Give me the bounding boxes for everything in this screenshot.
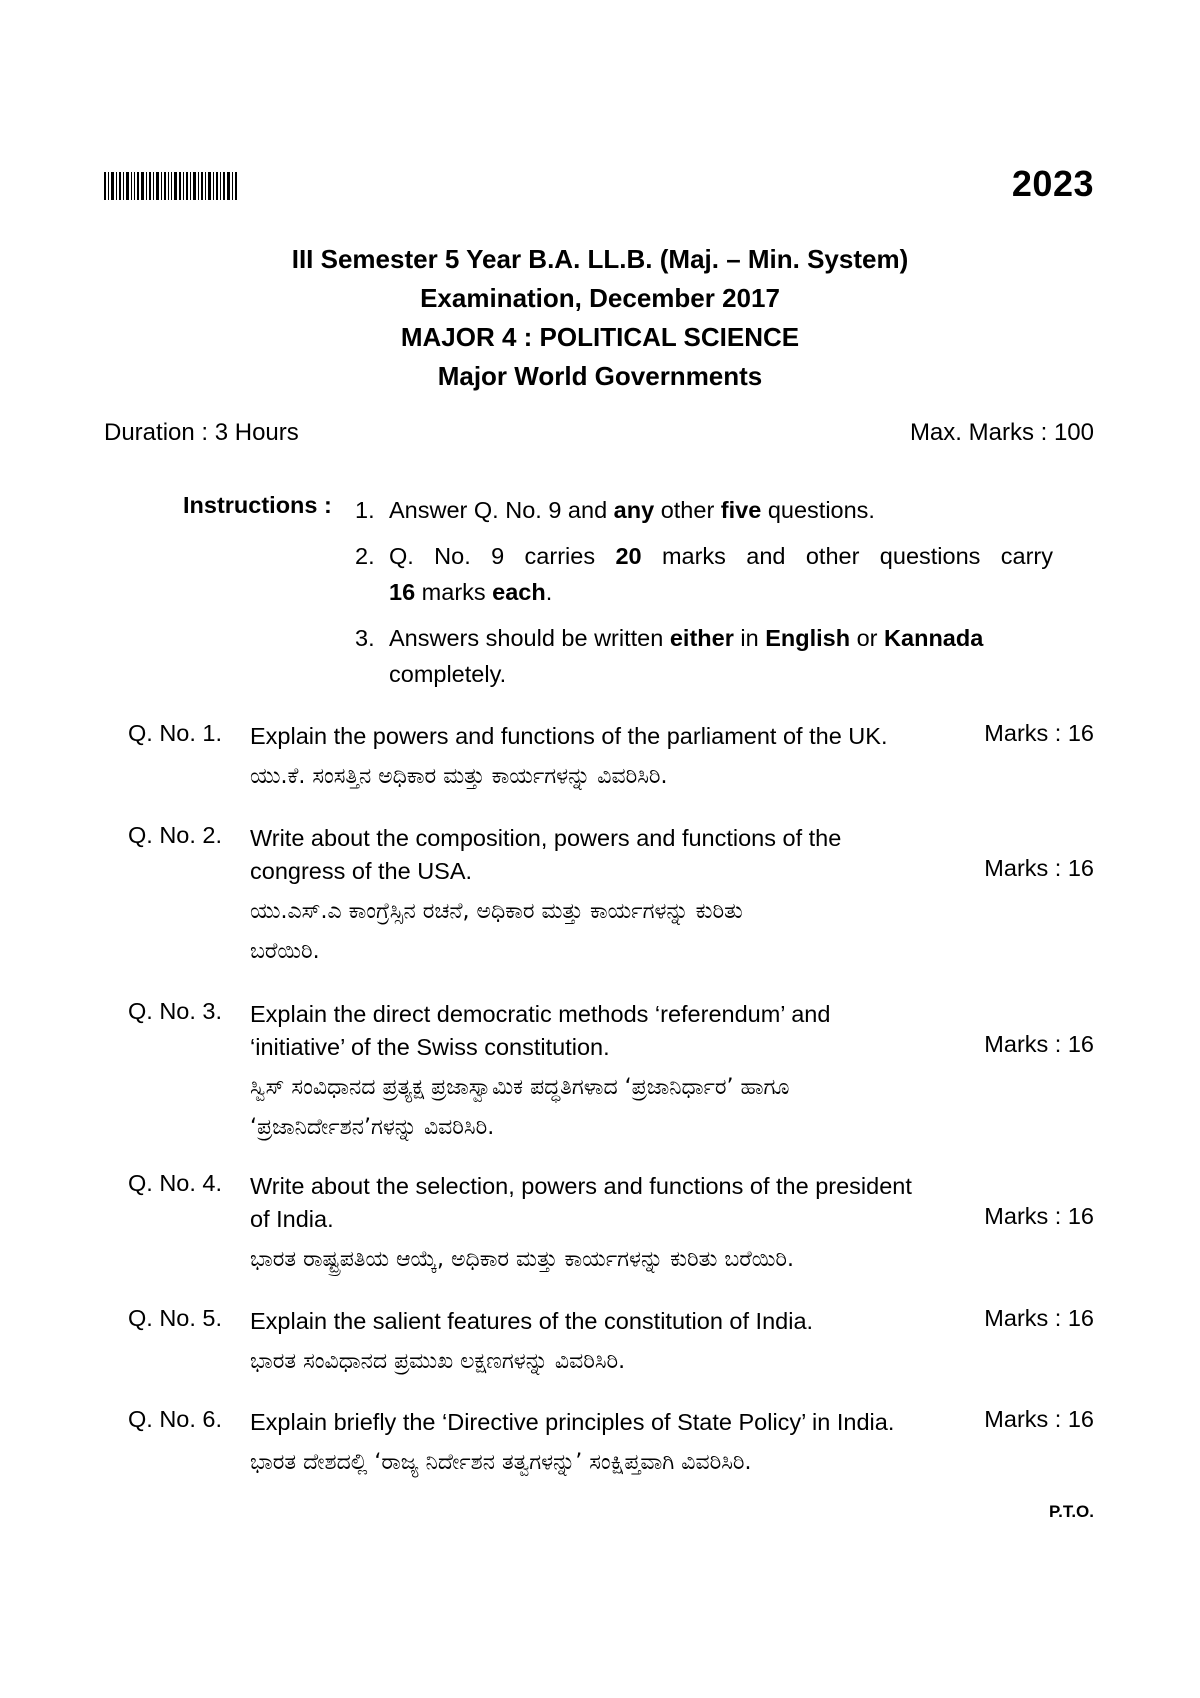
instruction-text-part: questions.: [761, 497, 875, 523]
max-marks: Max. Marks : 100: [909, 419, 1094, 446]
question-body: [250, 822, 980, 972]
question-number: Q. No. 3.: [128, 998, 223, 1024]
instruction-text-part: .: [545, 579, 553, 605]
instruction-text-part: Q. No. 9 carries: [389, 543, 616, 569]
question-text-kannada: ಭಾರತ ದೇಶದಲ್ಲಿ ‘ರಾಜ್ಯ ನಿರ್ದೇಶನ ತತ್ವಗಳನ್ನು’ ಸಂಕ್ಷಿಪ್ತವಾಗಿ ವಿವರಿಸಿರಿ.: [250, 1450, 752, 1475]
instruction-number: 2.: [355, 543, 375, 569]
instruction-item: [355, 538, 1053, 610]
question-number: Q. No. 6.: [128, 1406, 223, 1432]
question-marks: Marks : 16: [984, 1406, 1094, 1432]
page-turn-note: P.T.O.: [1048, 1502, 1094, 1521]
question-text: Explain the direct democratic methods ‘referendum’ and: [250, 1001, 831, 1027]
instruction-text-part: in: [733, 625, 766, 651]
question-marks: Marks : 16: [984, 720, 1094, 746]
question-text-kannada: ಯು.ಕೆ. ಸಂಸತ್ತಿನ ಅಧಿಕಾರ ಮತ್ತು ಕಾರ್ಯಗಳನ್ನು ವಿವರಿಸಿರಿ.: [250, 764, 668, 789]
question-number: Q. No. 5.: [128, 1305, 223, 1331]
paper-code: 2023: [1011, 163, 1094, 204]
instructions-label: Instructions :: [183, 492, 332, 518]
instruction-item: [355, 620, 1053, 692]
question-body: [250, 1305, 980, 1382]
question-number: Q. No. 4.: [128, 1170, 223, 1196]
instruction-text-line: [389, 538, 1053, 574]
question-marks: Marks : 16: [984, 855, 1094, 881]
instruction-text-part: marks: [415, 579, 493, 605]
instruction-text-part: Answers should be written: [389, 625, 670, 651]
question-body: [250, 1170, 980, 1280]
question-text: ‘initiative’ of the Swiss constitution.: [250, 1034, 610, 1060]
question-marks: Marks : 16: [984, 1031, 1094, 1057]
instructions-list: [355, 492, 1053, 702]
instruction-number: 1.: [355, 497, 375, 523]
instruction-emphasis: 20: [615, 543, 642, 569]
question-number: Q. No. 1.: [128, 720, 223, 746]
question-marks: Marks : 16: [984, 1203, 1094, 1229]
course-title: III Semester 5 Year B.A. LL.B. (Maj. – Min. System): [291, 244, 909, 274]
question-text-kannada: ಭಾರತ ಸಂವಿಧಾನದ ಪ್ರಮುಖ ಲಕ್ಷಣಗಳನ್ನು ವಿವರಿಸಿರಿ.: [250, 1349, 626, 1374]
instruction-text-line: completely.: [389, 661, 507, 687]
instruction-emphasis: either: [669, 625, 734, 651]
instruction-text-part: Answer Q. No. 9 and: [389, 497, 614, 523]
barcode: [104, 172, 244, 200]
question-text: Explain the powers and functions of the parliament of the UK.: [250, 723, 888, 749]
exam-title-block: [0, 240, 1200, 396]
instruction-text-part: other: [654, 497, 721, 523]
question-number: Q. No. 2.: [128, 822, 223, 848]
instruction-emphasis: any: [613, 497, 655, 523]
instruction-item: [355, 492, 1053, 528]
instruction-text: [389, 497, 875, 523]
question-marks: Marks : 16: [984, 1305, 1094, 1331]
instruction-text-line: [389, 579, 552, 605]
exam-meta: [104, 419, 1094, 447]
instruction-emphasis: each: [492, 579, 546, 605]
instruction-emphasis: five: [720, 497, 762, 523]
instruction-emphasis: Kannada: [884, 625, 984, 651]
instruction-emphasis: 16: [389, 579, 416, 605]
instruction-emphasis: English: [765, 625, 851, 651]
subject-title: MAJOR 4 : POLITICAL SCIENCE: [400, 322, 800, 352]
instruction-text-line: [389, 620, 1053, 656]
question-text: Write about the composition, powers and functions of the: [250, 825, 842, 851]
paper-title: Major World Governments: [437, 361, 763, 391]
question-text: congress of the USA.: [250, 858, 473, 884]
instruction-number: 3.: [355, 625, 375, 651]
question-text-kannada: ಯು.ಎಸ್.ಎ ಕಾಂಗ್ರೆಸ್ಸಿನ ರಚನೆ, ಅಧಿಕಾರ ಮತ್ತು ಕಾರ್ಯಗಳನ್ನು ಕುರಿತು: [250, 899, 743, 924]
question-body: [250, 1406, 980, 1483]
duration: Duration : 3 Hours: [104, 419, 299, 446]
question-text-kannada: ಸ್ವಿಸ್ ಸಂವಿಧಾನದ ಪ್ರತ್ಯಕ್ಷ ಪ್ರಜಾಸ್ವಾಮಿಕ ಪದ್ಧತಿಗಳಾದ ‘ಪ್ರಜಾನಿರ್ಧಾರ’ ಹಾಗೂ: [250, 1075, 790, 1100]
question-text: Explain the salient features of the constitution of India.: [250, 1308, 814, 1334]
instruction-text-part: or: [850, 625, 885, 651]
question-text: of India.: [250, 1206, 334, 1232]
question-text: Explain briefly the ‘Directive principles of State Policy’ in India.: [250, 1409, 895, 1435]
question-text-kannada: ಭಾರತ ರಾಷ್ಟ್ರಪತಿಯ ಆಯ್ಕೆ, ಅಧಿಕಾರ ಮತ್ತು ಕಾರ್ಯಗಳನ್ನು ಕುರಿತು ಬರೆಯಿರಿ.: [250, 1247, 794, 1272]
question-body: [250, 998, 980, 1148]
question-text-kannada: ಬರೆಯಿರಿ.: [250, 939, 320, 964]
question-text: Write about the selection, powers and functions of the president: [250, 1173, 912, 1199]
instruction-text-part: marks and other questions carry: [641, 543, 1053, 569]
question-text-kannada: ‘ಪ್ರಜಾನಿರ್ದೇಶನ’ಗಳನ್ನು ವಿವರಿಸಿರಿ.: [250, 1115, 495, 1140]
examination-title: Examination, December 2017: [420, 283, 780, 313]
question-body: [250, 720, 980, 797]
